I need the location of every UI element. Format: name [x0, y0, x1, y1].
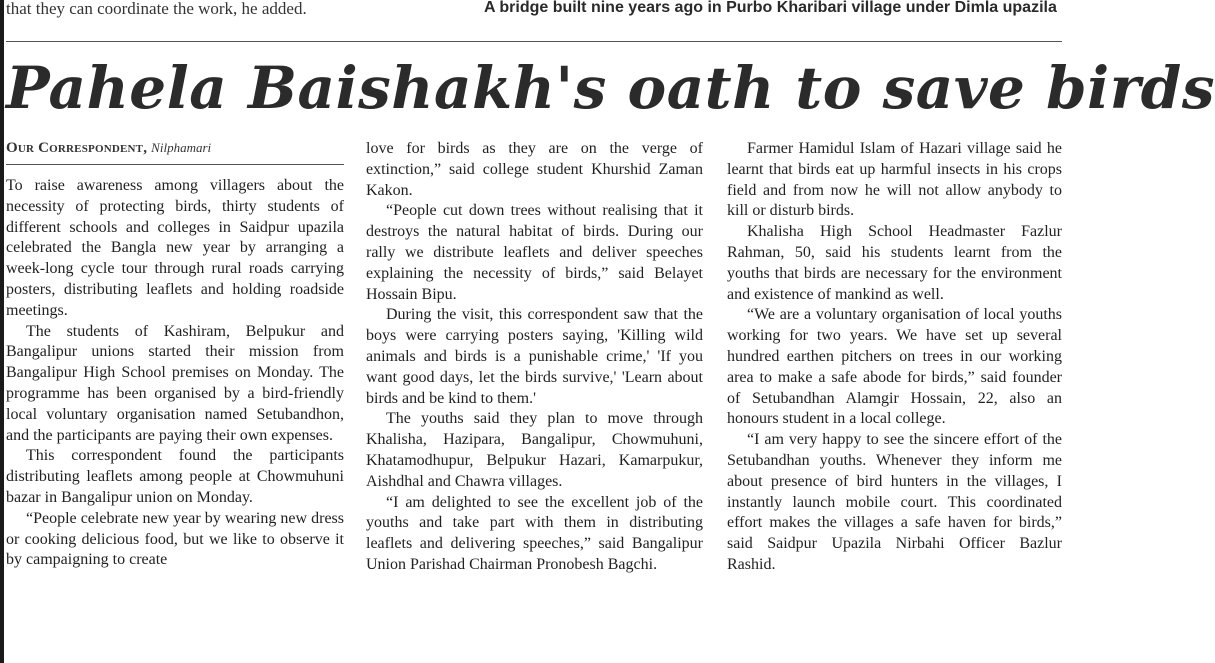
- article-column-1: [6, 176, 344, 571]
- paragraph: The students of Kashiram, Belpukur and Bangalipur unions started their mission from Bangalipur High School premises on Monday. The programme has been organised by a bird-friendly local voluntary organisation named Setubandhon, and the participants are paying their own expenses.: [6, 322, 344, 444]
- article-column-2: [366, 139, 703, 576]
- paragraph: Khalisha High School Headmaster Fazlur Rahman, 50, said his students learnt from the youths that birds are necessary for the environment and existence of mankind as well.: [727, 223, 1062, 303]
- article-headline: Pahela Baishakh's oath to save birds: [6, 54, 1215, 122]
- previous-article-fragment: that they can coordinate the work, he added.: [6, 0, 307, 18]
- article-column-3: [727, 139, 1062, 576]
- byline-location: Nilphamari: [151, 140, 212, 155]
- byline: [6, 139, 211, 157]
- paragraph: To raise awareness among villagers about the necessity of protecting birds, thirty students of different schools and colleges in Saidpur upazila celebrated the Bangla new year by arranging a week-long cycle tour through rural roads carrying posters, distributing leaflets and holding roadside meetings.: [6, 177, 344, 319]
- byline-author: Our Correspondent,: [6, 140, 148, 156]
- paragraph: love for birds as they are on the verge of extinction,” said college student Khurshid Zaman Kakon.: [366, 140, 703, 199]
- paragraph: This correspondent found the participants distributing leaflets among people at Chowmuhuni bazar in Bangalipur union on Monday.: [6, 447, 344, 506]
- paragraph: “People celebrate new year by wearing new dress or cooking delicious food, but we like to observe it by campaigning to create: [6, 509, 344, 569]
- paragraph: “We are a voluntary organisation of local youths working for two years. We have set up several hundred earthen pitchers on trees in our working area to make a safe abode for birds,” said founder of Setubandhan Alamgir Hossain, 22, also an honours student in a local college.: [727, 306, 1062, 428]
- paragraph: “I am very happy to see the sincere effort of the Setubandhan youths. Whenever they inform me about presence of bird hunters in the villages, I instantly launch mobile court. This coordinated effort makes the villages a safe haven for birds,” said Saidpur Upazila Nirbahi Officer Bazlur Rashid.: [727, 431, 1062, 573]
- paragraph: The youths said they plan to move through Khalisha, Hazipara, Bangalipur, Chowmuhuni, Khatamodhupur, Belpukur Hazari, Kamarpukur, Aishdhal and Chawra villages.: [366, 410, 703, 490]
- paragraph: “I am delighted to see the excellent job of the youths and take part with them in distributing leaflets and delivering speeches,” said Bangalipur Union Parishad Chairman Pronobesh Bagchi.: [366, 493, 703, 573]
- page-edge-rule: [0, 0, 4, 663]
- paragraph: “People cut down trees without realising that it destroys the natural habitat of birds. During our rally we distribute leaflets and deliver speeches explaining the necessity of birds,” said Belayet Hossain Bipu.: [366, 202, 703, 303]
- teaser-headline: A bridge built nine years ago in Purbo Kharibari village under Dimla upazila: [484, 0, 1057, 16]
- paragraph: During the visit, this correspondent saw that the boys were carrying posters saying, 'Killing wild animals and birds is a punishable crime,' 'If you want good days, let the birds survive,' 'Learn about birds and be kind to them.': [366, 306, 703, 407]
- paragraph: Farmer Hamidul Islam of Hazari village said he learnt that birds eat up harmful insects in his crops field and from now he will not allow anybody to kill or disturb birds.: [727, 140, 1062, 220]
- section-divider: [6, 41, 1062, 42]
- byline-divider: [6, 164, 344, 165]
